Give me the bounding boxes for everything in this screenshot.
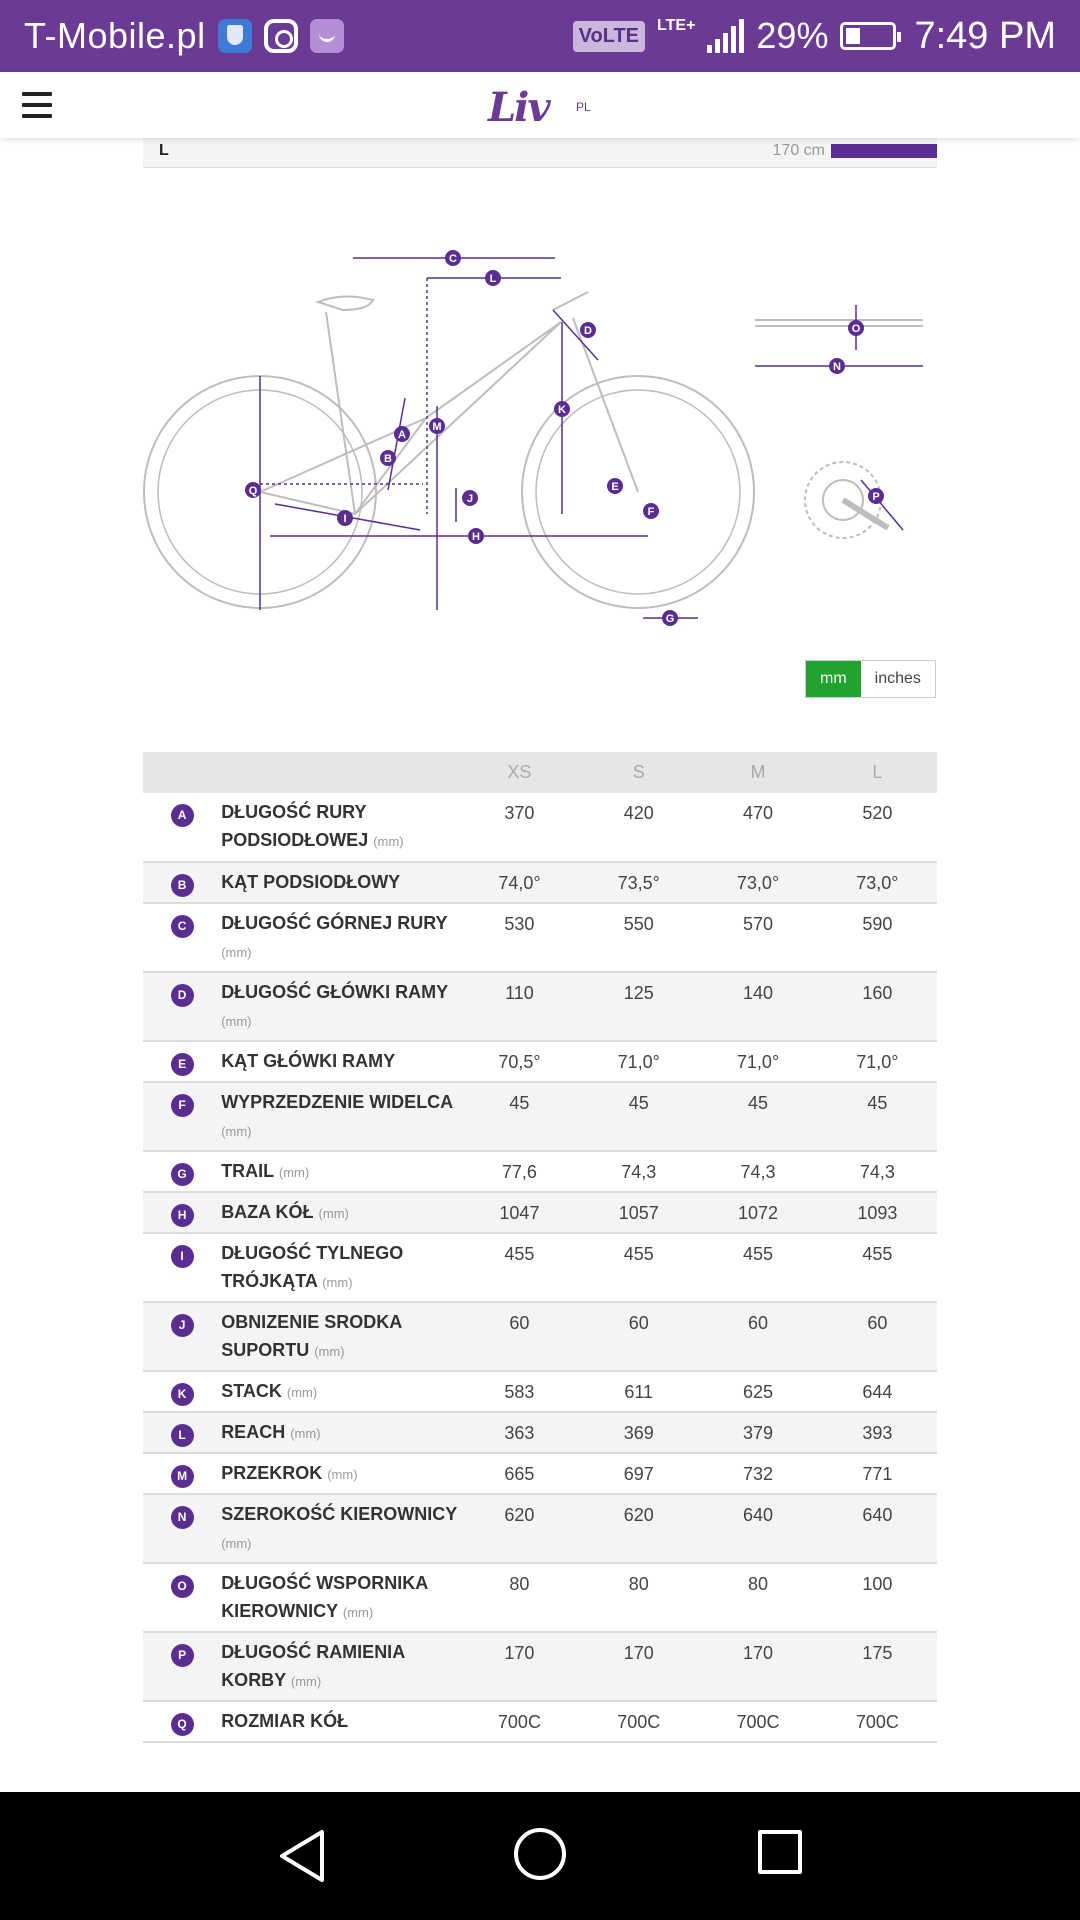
measurement-value: 74,3 xyxy=(579,1151,698,1192)
measurement-unit: (mm) xyxy=(278,1165,310,1180)
table-row xyxy=(143,972,937,1041)
measurement-name: DŁUGOŚĆ WSPORNIKA KIEROWNICY xyxy=(221,1573,428,1621)
diagram-label-h xyxy=(468,528,484,544)
measurement-value: 620 xyxy=(579,1494,698,1563)
measurement-unit: (mm) xyxy=(290,1426,321,1441)
svg-text:C: C xyxy=(449,253,457,265)
bike-geometry-diagram xyxy=(143,230,937,630)
measurement-value: 620 xyxy=(460,1494,579,1563)
geometry-table xyxy=(143,752,937,1743)
measurement-name: PRZEKROK xyxy=(221,1463,323,1483)
volte-badge: VoLTE xyxy=(573,21,645,52)
measurement-value: 100 xyxy=(818,1563,937,1632)
diagram-label-n xyxy=(829,358,845,374)
measurement-unit: (mm) xyxy=(221,945,252,960)
unit-mm-button[interactable]: mm xyxy=(806,661,861,697)
measurement-badge: A xyxy=(171,804,194,827)
instagram-icon xyxy=(264,19,298,53)
measurement-name: SZEROKOŚĆ KIEROWNICY xyxy=(221,1504,457,1524)
measurement-name: DŁUGOŚĆ RURY PODSIODŁOWEJ xyxy=(221,802,369,850)
measurement-badge: I xyxy=(171,1245,194,1268)
diagram-label-f xyxy=(643,503,659,519)
notification-app-icon xyxy=(310,19,344,53)
column-header: XS xyxy=(460,752,579,793)
svg-text:P: P xyxy=(872,491,880,503)
measurement-value: 60 xyxy=(698,1302,817,1371)
measurement-value: 625 xyxy=(698,1371,817,1412)
table-row xyxy=(143,903,937,972)
carrier-name: T-Mobile.pl xyxy=(24,15,206,56)
network-type: LTE+ xyxy=(657,17,696,34)
measurement-value: 640 xyxy=(818,1494,937,1563)
diagram-label-k xyxy=(554,401,570,417)
measurement-value: 470 xyxy=(698,793,817,862)
measurement-name: WYPRZEDZENIE WIDELCA xyxy=(221,1092,453,1112)
measurement-unit: (mm) xyxy=(221,1124,252,1139)
measurement-value: 590 xyxy=(818,903,937,972)
measurement-value: 71,0° xyxy=(818,1041,937,1082)
measurement-value: 550 xyxy=(579,903,698,972)
table-row xyxy=(143,793,937,862)
diagram-label-a xyxy=(394,426,410,442)
measurement-value: 455 xyxy=(698,1233,817,1302)
measurement-value: 80 xyxy=(460,1563,579,1632)
measurement-value: 70,5° xyxy=(460,1041,579,1082)
measurement-value: 45 xyxy=(698,1082,817,1151)
svg-text:M: M xyxy=(432,421,442,433)
diagram-label-q xyxy=(245,482,261,498)
measurement-value: 697 xyxy=(579,1453,698,1494)
table-row xyxy=(143,862,937,903)
measurement-badge: C xyxy=(171,915,194,938)
measurement-value: 583 xyxy=(460,1371,579,1412)
diagram-label-i xyxy=(337,510,353,526)
table-row xyxy=(143,1412,937,1453)
clock: 7:49 PM xyxy=(914,14,1056,57)
measurement-name: KĄT PODSIODŁOWY xyxy=(221,872,401,892)
measurement-value: 700C xyxy=(818,1701,937,1742)
measurement-value: 644 xyxy=(818,1371,937,1412)
measurement-value: 60 xyxy=(818,1302,937,1371)
measurement-value: 110 xyxy=(460,972,579,1041)
table-row xyxy=(143,1233,937,1302)
measurement-name: TRAIL xyxy=(221,1161,274,1181)
measurement-value: 45 xyxy=(460,1082,579,1151)
measurement-value: 140 xyxy=(698,972,817,1041)
table-row xyxy=(143,1494,937,1563)
diagram-label-b xyxy=(380,450,396,466)
svg-text:G: G xyxy=(665,613,675,625)
measurement-unit: (mm) xyxy=(327,1467,358,1482)
liv-logo[interactable]: Liv xyxy=(488,84,549,131)
measurement-value: 363 xyxy=(460,1412,579,1453)
svg-text:Q: Q xyxy=(248,485,258,497)
measurement-badge: Q xyxy=(171,1713,194,1736)
measurement-value: 420 xyxy=(579,793,698,862)
measurement-value: 455 xyxy=(460,1233,579,1302)
diagram-label-o xyxy=(848,320,864,336)
measurement-name: OBNIZENIE SRODKA SUPORTU xyxy=(221,1312,402,1360)
measurement-badge: N xyxy=(171,1506,194,1529)
navigation-bar xyxy=(0,1792,1080,1920)
battery-percent: 29% xyxy=(756,15,829,56)
measurement-value: 455 xyxy=(818,1233,937,1302)
measurement-value: 170 xyxy=(460,1632,579,1701)
measurement-value: 370 xyxy=(460,793,579,862)
measurement-badge: H xyxy=(171,1204,194,1227)
svg-text:E: E xyxy=(611,481,619,493)
measurement-badge: L xyxy=(171,1424,194,1447)
measurement-value: 393 xyxy=(818,1412,937,1453)
measurement-value: 77,6 xyxy=(460,1151,579,1192)
battery-icon xyxy=(840,22,896,50)
measurement-badge: K xyxy=(171,1383,194,1406)
back-icon[interactable] xyxy=(278,1828,328,1884)
measurement-value: 71,0° xyxy=(698,1041,817,1082)
measurement-value: 175 xyxy=(818,1632,937,1701)
measurement-value: 530 xyxy=(460,903,579,972)
measurement-unit: (mm) xyxy=(286,1385,318,1400)
svg-text:I: I xyxy=(343,513,347,525)
svg-text:N: N xyxy=(833,361,841,373)
diagram-label-c xyxy=(445,250,461,266)
svg-text:B: B xyxy=(384,453,392,465)
measurement-unit: (mm) xyxy=(373,834,404,849)
measurement-badge: D xyxy=(171,984,194,1007)
measurement-value: 520 xyxy=(818,793,937,862)
measurement-name: DŁUGOŚĆ RAMIENIA KORBY xyxy=(221,1642,405,1690)
size-recommendation-row xyxy=(143,138,937,168)
measurement-value: 170 xyxy=(579,1632,698,1701)
measurement-value: 640 xyxy=(698,1494,817,1563)
table-row xyxy=(143,1632,937,1701)
measurement-unit: (mm) xyxy=(314,1344,345,1359)
measurement-value: 60 xyxy=(460,1302,579,1371)
measurement-value: 665 xyxy=(460,1453,579,1494)
measurement-badge: O xyxy=(171,1575,194,1598)
table-row xyxy=(143,1082,937,1151)
home-icon[interactable] xyxy=(514,1828,566,1880)
measurement-name: KĄT GŁÓWKI RAMY xyxy=(221,1051,396,1071)
measurement-unit: (mm) xyxy=(322,1275,353,1290)
svg-text:A: A xyxy=(398,429,406,441)
measurement-value: 1047 xyxy=(460,1192,579,1233)
measurement-badge: F xyxy=(171,1094,194,1117)
measurement-badge: B xyxy=(171,874,194,897)
size-range-bar xyxy=(831,144,937,158)
measurement-value: 73,5° xyxy=(579,862,698,903)
diagram-label-p xyxy=(868,488,884,504)
measurement-value: 80 xyxy=(698,1563,817,1632)
shield-icon xyxy=(218,19,252,53)
measurement-name: ROZMIAR KÓŁ xyxy=(221,1711,349,1731)
signal-icon xyxy=(707,19,744,53)
table-row xyxy=(143,1371,937,1412)
measurement-value: 71,0° xyxy=(579,1041,698,1082)
measurement-value: 170 xyxy=(698,1632,817,1701)
column-header: M xyxy=(698,752,817,793)
table-row xyxy=(143,1701,937,1742)
svg-text:J: J xyxy=(466,493,474,505)
measurement-unit: (mm) xyxy=(221,1536,252,1551)
measurement-value: 369 xyxy=(579,1412,698,1453)
table-row xyxy=(143,1192,937,1233)
site-header xyxy=(0,72,1080,138)
measurement-name: DŁUGOŚĆ TYLNEGO TRÓJKĄTA xyxy=(221,1243,404,1291)
column-header: S xyxy=(579,752,698,793)
unit-inches-button[interactable]: inches xyxy=(861,661,935,697)
measurement-value: 379 xyxy=(698,1412,817,1453)
table-row xyxy=(143,1302,937,1371)
svg-text:H: H xyxy=(472,531,480,543)
svg-text:L: L xyxy=(489,273,497,285)
measurement-badge: P xyxy=(171,1644,194,1667)
measurement-value: 160 xyxy=(818,972,937,1041)
measurement-value: 73,0° xyxy=(698,862,817,903)
measurement-unit: (mm) xyxy=(318,1206,349,1221)
svg-text:K: K xyxy=(558,404,566,416)
logo-region: PL xyxy=(576,100,591,114)
measurement-value: 732 xyxy=(698,1453,817,1494)
menu-icon[interactable] xyxy=(22,92,52,118)
table-row xyxy=(143,1453,937,1494)
table-header-row xyxy=(143,752,937,793)
measurement-badge: M xyxy=(171,1465,194,1488)
size-label: L xyxy=(159,142,169,159)
measurement-value: 60 xyxy=(579,1302,698,1371)
unit-toggle xyxy=(805,660,936,698)
measurement-badge: J xyxy=(171,1314,194,1337)
svg-text:D: D xyxy=(584,325,592,337)
table-row xyxy=(143,1041,937,1082)
measurement-value: 74,0° xyxy=(460,862,579,903)
measurement-value: 74,3 xyxy=(698,1151,817,1192)
handlebar-detail xyxy=(755,320,923,326)
table-row xyxy=(143,1151,937,1192)
measurement-value: 45 xyxy=(818,1082,937,1151)
measurement-value: 700C xyxy=(579,1701,698,1742)
measurement-value: 125 xyxy=(579,972,698,1041)
measurement-value: 700C xyxy=(698,1701,817,1742)
measurement-unit: (mm) xyxy=(290,1674,322,1689)
measurement-name: BAZA KÓŁ xyxy=(221,1202,314,1222)
column-header: L xyxy=(818,752,937,793)
measurement-value: 771 xyxy=(818,1453,937,1494)
measurement-value: 74,3 xyxy=(818,1151,937,1192)
table-row xyxy=(143,1563,937,1632)
diagram-label-j xyxy=(462,490,478,506)
measurement-unit: (mm) xyxy=(342,1605,374,1620)
measurement-value: 700C xyxy=(460,1701,579,1742)
measurement-value: 73,0° xyxy=(818,862,937,903)
svg-text:O: O xyxy=(851,323,861,335)
measurement-value: 1057 xyxy=(579,1192,698,1233)
measurement-badge: E xyxy=(171,1053,194,1076)
measurement-value: 80 xyxy=(579,1563,698,1632)
svg-text:F: F xyxy=(647,506,655,518)
diagram-label-l xyxy=(485,270,501,286)
diagram-label-m xyxy=(429,418,445,434)
measurement-name: DŁUGOŚĆ GÓRNEJ RURY xyxy=(221,913,448,933)
measurement-value: 1072 xyxy=(698,1192,817,1233)
measurement-name: STACK xyxy=(221,1381,282,1401)
measurement-unit: (mm) xyxy=(221,1014,252,1029)
diagram-label-d xyxy=(580,322,596,338)
measurement-name: REACH xyxy=(221,1422,286,1442)
measurement-value: 611 xyxy=(579,1371,698,1412)
rider-height: 170 cm xyxy=(772,142,825,159)
measurement-value: 45 xyxy=(579,1082,698,1151)
measurement-value: 1093 xyxy=(818,1192,937,1233)
diagram-label-e xyxy=(607,478,623,494)
measurement-value: 570 xyxy=(698,903,817,972)
saddle xyxy=(318,296,373,310)
measurement-value: 455 xyxy=(579,1233,698,1302)
measurement-badge: G xyxy=(171,1163,194,1186)
recent-apps-icon[interactable] xyxy=(758,1830,802,1874)
status-bar xyxy=(0,0,1080,72)
measurement-name: DŁUGOŚĆ GŁÓWKI RAMY xyxy=(221,982,448,1002)
diagram-label-g xyxy=(662,610,678,626)
